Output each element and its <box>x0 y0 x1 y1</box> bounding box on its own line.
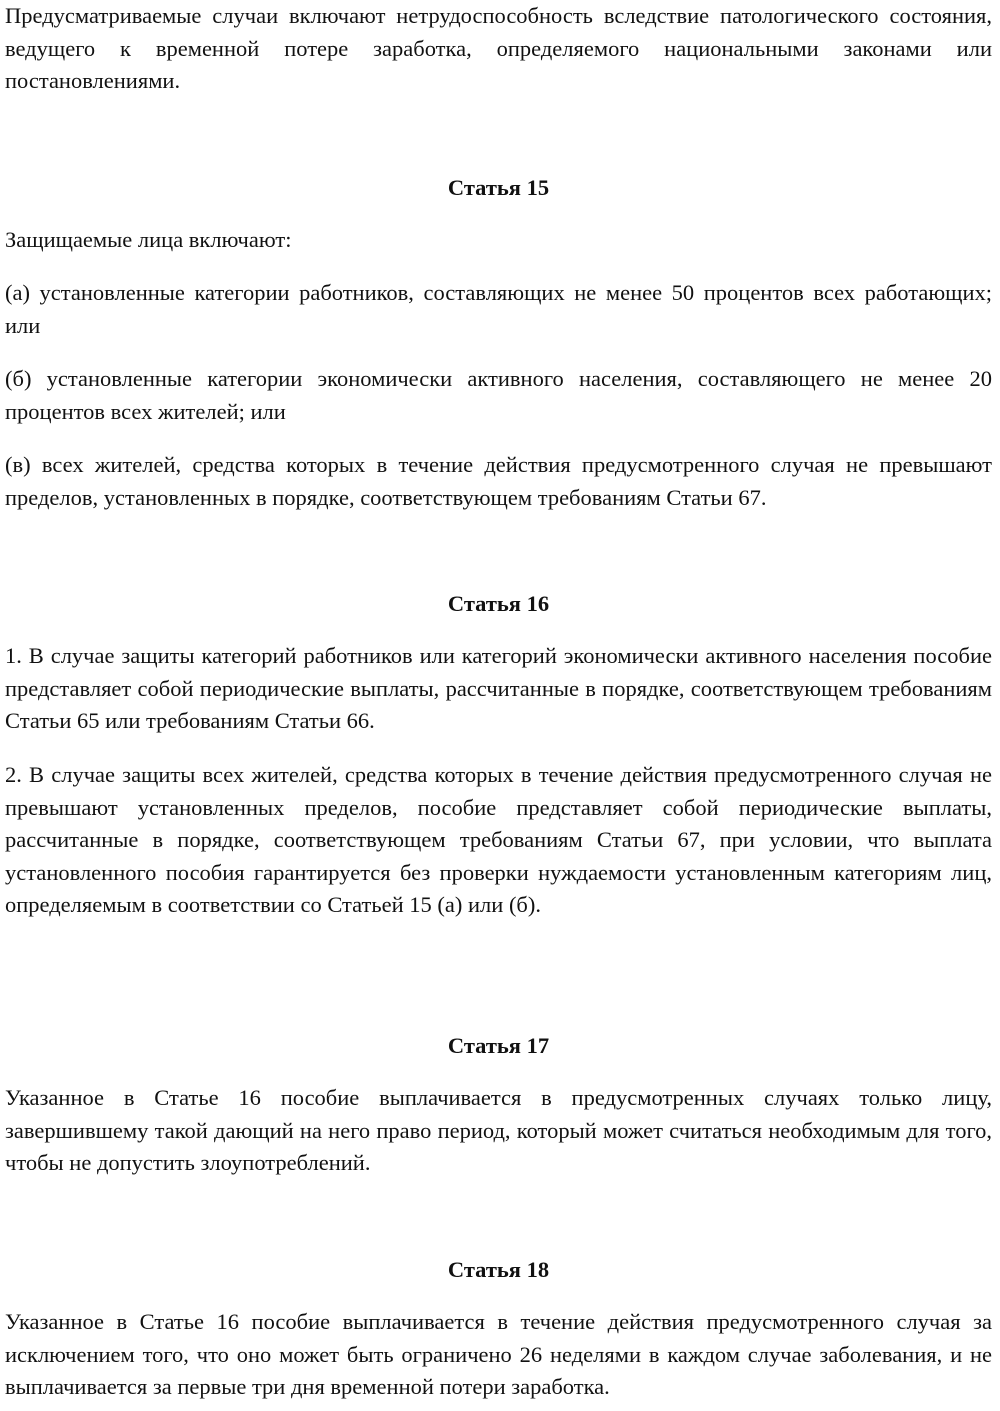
article-title: Статья 16 <box>447 591 550 616</box>
paragraph: 1. В случае защиты категорий работников или категорий экономически активного населения пособие представляет собой периодические выплаты, рассчитанные в порядке, соответствующем требованиям Статьи 65 или требованиям Статьи 66. <box>5 643 992 734</box>
article-15-paragraph-1 <box>5 224 992 257</box>
article-16-paragraph-1 <box>5 640 992 738</box>
article-18-paragraph-1 <box>5 1306 992 1404</box>
paragraph: (в) всех жителей, средства которых в течение действия предусмотренного случая не превышают пределов, установленных в порядке, соответствующем требованиям Статьи 67. <box>5 452 992 510</box>
article-16-paragraph-2 <box>5 759 992 922</box>
article-title: Статья 18 <box>447 1257 550 1282</box>
article-15-paragraph-2 <box>5 277 992 342</box>
article-18-heading <box>5 1254 992 1286</box>
paragraph: Предусматриваемые случаи включают нетрудоспособность вследствие патологического состояния, ведущего к временной потере заработка, определяемого национальными законами или постановлениями. <box>5 3 992 94</box>
article-15-paragraph-4 <box>5 449 992 514</box>
paragraph: Указанное в Статье 16 пособие выплачивается в предусмотренных случаях только лицу, завершившему такой дающий на него право период, который может считаться необходимым для того, чтобы не допустить злоупотреблений. <box>5 1085 992 1176</box>
intro-paragraph <box>5 0 992 98</box>
paragraph: Указанное в Статье 16 пособие выплачивается в течение действия предусмотренного случая за исключением того, что оно может быть ограничено 26 неделями в каждом случае заболевания, и не выплачивается за первые три дня временной потери заработка. <box>5 1309 992 1400</box>
paragraph: Защищаемые лица включают: <box>5 227 292 252</box>
paragraph: (а) установленные категории работников, составляющих не менее 50 процентов всех работающих; или <box>5 280 992 338</box>
article-title: Статья 17 <box>447 1033 550 1058</box>
article-title: Статья 15 <box>447 175 550 200</box>
paragraph: (б) установленные категории экономически активного населения, составляющего не менее 20 процентов всех жителей; или <box>5 366 992 424</box>
article-17-heading <box>5 1030 992 1062</box>
paragraph: 2. В случае защиты всех жителей, средства которых в течение действия предусмотренного случая не превышают установленных пределов, пособие представляет собой периодические выплаты, рассчитанные в порядке, соответствующем требованиям Статьи 67, при условии, что выплата установленного пособия гарантируется без проверки нуждаемости установленным категориям лиц, определяемым в соответствии со Статьей 15 (а) или (б). <box>5 762 992 918</box>
article-15-heading <box>5 172 992 204</box>
article-17-paragraph-1 <box>5 1082 992 1180</box>
article-15-paragraph-3 <box>5 363 992 428</box>
article-16-heading <box>5 588 992 620</box>
